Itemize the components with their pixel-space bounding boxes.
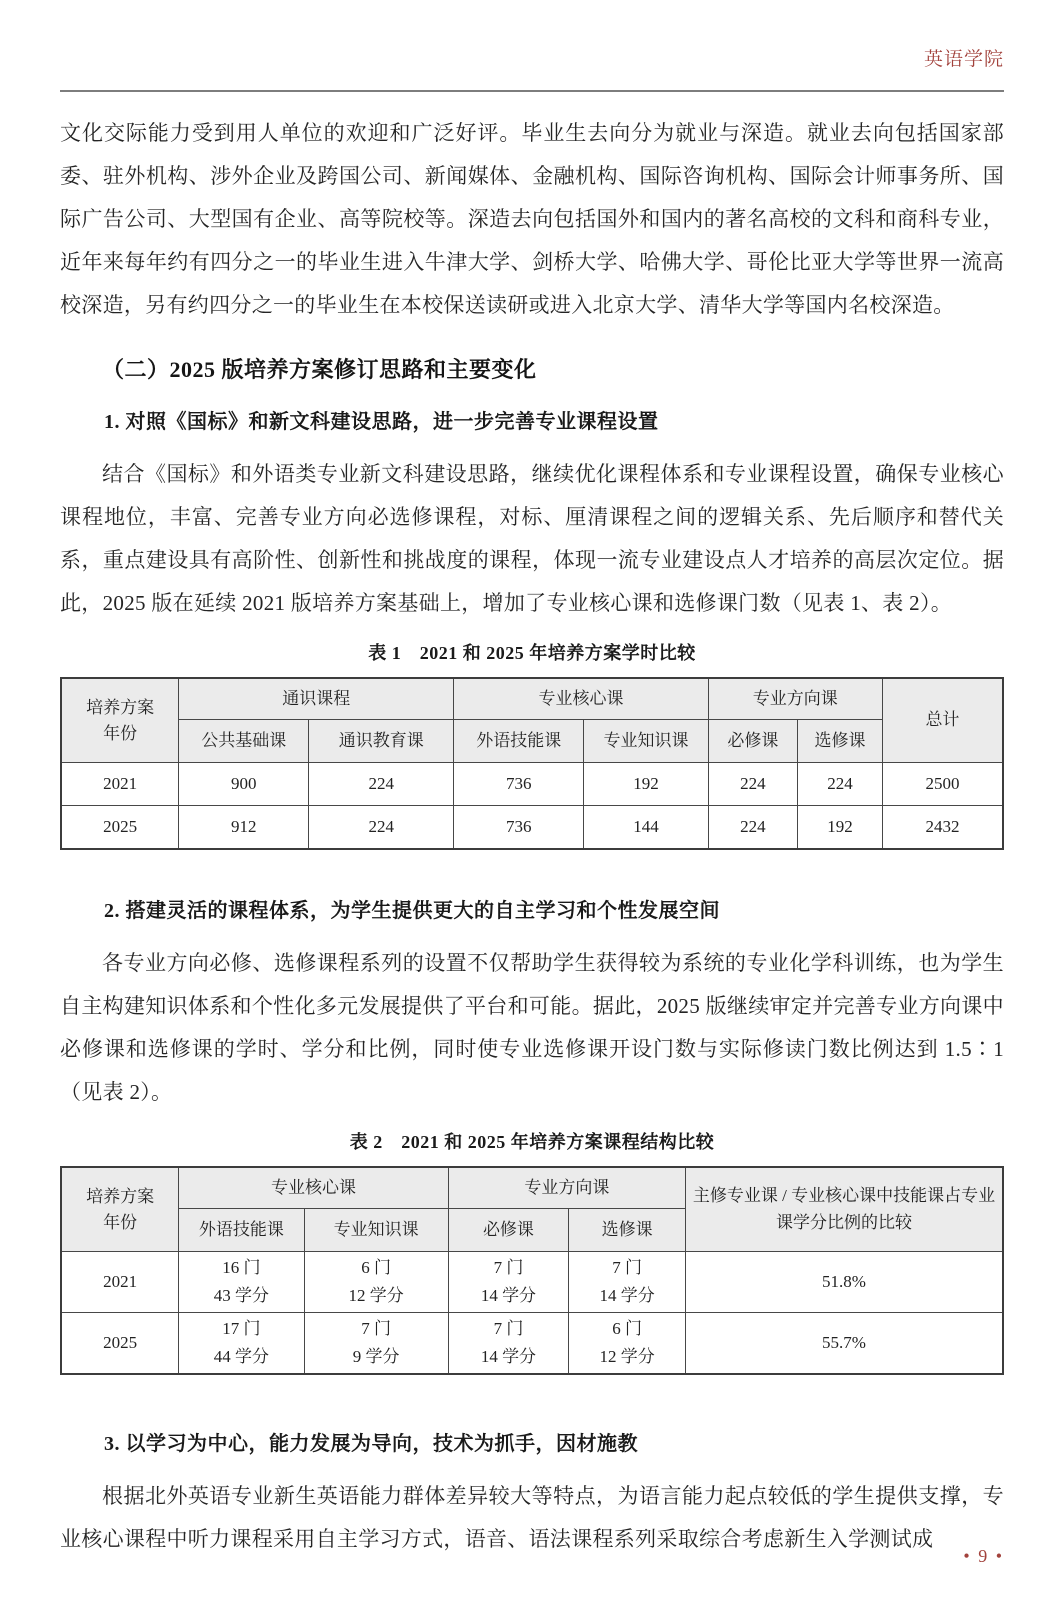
table1-row-2025: [61, 806, 1003, 850]
table2-body: [61, 1252, 1003, 1375]
table1-header-total: 总计: [882, 678, 1003, 763]
paragraph-curriculum-optimization: 结合《国标》和外语类专业新文科建设思路，继续优化课程体系和专业课程设置，确保专业核心课程地位，丰富、完善专业方向必选修课程，对标、厘清课程之间的逻辑关系、先后顺序和替代关系，重点建设具有高阶性、创新性和挑战度的课程，体现一流专业建设点人才培养的高层次定位。据此，2025 版在延续 2021 版培养方案基础上，增加了专业核心课和选修课门数（见表 1、表 2）。: [60, 462, 1004, 615]
table1-cell-value: 224: [798, 763, 883, 806]
table1-subheader-language-skills: 外语技能课: [454, 720, 584, 763]
table2-group-header-row: [61, 1167, 1003, 1209]
table2-row-2025: [61, 1313, 1003, 1375]
header-department-title: 英语学院: [923, 49, 1004, 70]
table2-cell-year: 2021: [61, 1252, 179, 1313]
subheading-1: 1. 对照《国标》和新文科建设思路，进一步完善专业课程设置: [104, 411, 659, 433]
table2-head: [61, 1167, 1003, 1252]
table1-caption: 表 1 2021 和 2025 年培养方案学时比较: [368, 643, 696, 663]
table1-cell-value: 192: [584, 763, 708, 806]
table2-cell-line-courses: 7 门: [361, 1319, 391, 1339]
table2-cell-courses: [569, 1313, 686, 1375]
table1-subheader-public-basic: 公共基础课: [179, 720, 309, 763]
table1-body: [61, 763, 1003, 850]
page-header: [60, 0, 1004, 92]
section-heading-revision: （二）2025 版培养方案修订思路和主要变化: [102, 357, 537, 382]
table2-cell-courses: [179, 1313, 304, 1375]
page-footer: [963, 1546, 1004, 1567]
table1-cell-value: 912: [179, 806, 309, 850]
table2-cell-line-courses: 6 门: [612, 1319, 642, 1339]
table1-header-core-courses: 专业核心课: [454, 678, 708, 720]
table2-subheader-elective: 选修课: [569, 1209, 686, 1252]
table1-credit-hours: [60, 677, 1004, 850]
table2-cell-line-courses: 7 门: [493, 1258, 524, 1277]
table2-cell-line-credits: 9 学分: [352, 1347, 400, 1367]
table2-header-direction-courses: 专业方向课: [448, 1167, 685, 1209]
table1-cell-value: 224: [708, 806, 797, 850]
table1-head: [61, 678, 1003, 763]
table1-sub-header-row: [61, 720, 1003, 763]
table1-header-year: [61, 678, 179, 763]
table2-cell-line-credits: 12 学分: [348, 1286, 404, 1306]
table2-cell-line-credits: 14 学分: [480, 1286, 537, 1306]
table1-cell-value: 224: [708, 763, 797, 806]
paragraph-graduate-destinations: 文化交际能力受到用人单位的欢迎和广泛好评。毕业生去向分为就业与深造。就业去向包括国家部委、驻外机构、涉外企业及跨国公司、新闻媒体、金融机构、国际咨询机构、国际会计师事务所、国际广告公司、大型国有企业、高等院校等。深造去向包括国外和国内的著名高校的文科和商科专业，近年来每年约有四分之一的毕业生进入牛津大学、剑桥大学、哈佛大学、哥伦比亚大学等世界一流高校深造，另有约四分之一的毕业生在本校保送读研或进入北京大学、清华大学等国内名校深造。: [60, 121, 1004, 317]
table2-cell-courses: [569, 1252, 686, 1313]
table1-cell-value: 144: [584, 806, 708, 850]
table1-header-year-line2: 年份: [103, 723, 138, 743]
table2-cell-courses: [304, 1252, 448, 1313]
table2-cell-line-credits: 44 学分: [213, 1347, 270, 1367]
table1-subheader-elective: 选修课: [798, 720, 883, 763]
table2-course-structure: [60, 1166, 1004, 1375]
paragraph-learning-centered: 根据北外英语专业新生英语能力群体差异较大等特点，为语言能力起点较低的学生提供支撑，专业核心课程中听力课程采用自主学习方式，语音、语法课程系列采取综合考虑新生入学测试成: [60, 1484, 1004, 1552]
page-number: • 9 •: [963, 1546, 1004, 1566]
table2-subheader-required: 必修课: [448, 1209, 569, 1252]
table1-cell-value: 224: [309, 763, 454, 806]
table2-cell-line-courses: 17 门: [222, 1319, 261, 1339]
table2-cell-line-courses: 7 门: [612, 1258, 642, 1277]
table2-cell-line-courses: 16 门: [222, 1258, 261, 1277]
subheading-2: 2. 搭建灵活的课程体系，为学生提供更大的自主学习和个性发展空间: [104, 900, 720, 922]
table1-cell-total: 2500: [882, 763, 1003, 806]
table1-cell-year: 2021: [61, 763, 179, 806]
table2-cell-line-courses: 6 门: [361, 1258, 391, 1277]
table2-header-year: [61, 1167, 179, 1252]
table1-subheader-required: 必修课: [708, 720, 797, 763]
table1-header-general-courses: 通识课程: [179, 678, 454, 720]
table2-cell-courses: [179, 1252, 304, 1313]
table2-cell-ratio: 51.8%: [686, 1252, 1003, 1313]
table1-cell-value: 224: [309, 806, 454, 850]
table1-subheader-professional-knowledge: 专业知识课: [584, 720, 708, 763]
table1-cell-year: 2025: [61, 806, 179, 850]
table2-cell-line-courses: 7 门: [493, 1319, 524, 1339]
table2-cell-line-credits: 14 学分: [480, 1347, 537, 1367]
table2-caption: 表 2 2021 和 2025 年培养方案课程结构比较: [349, 1132, 715, 1152]
table2-cell-line-credits: 14 学分: [599, 1286, 655, 1306]
table1-cell-value: 736: [454, 806, 584, 850]
table2-cell-courses: [448, 1252, 569, 1313]
paragraph-flexible-system: 各专业方向必修、选修课程系列的设置不仅帮助学生获得较为系统的专业化学科训练，也为学生自主构建知识体系和个性化多元发展提供了平台和可能。据此，2025 版继续审定并完善专业方向课中必修课和选修课的学时、学分和比例，同时使专业选修课开设门数与实际修读门数比例达到 1.5∶1（见表 2）。: [60, 951, 1004, 1104]
table2-cell-line-credits: 12 学分: [599, 1347, 655, 1367]
table1-subheader-general-education: 通识教育课: [309, 720, 454, 763]
table1-cell-value: 736: [454, 763, 584, 806]
table1-cell-value: 900: [179, 763, 309, 806]
table2-header-year-line1: 培养方案: [86, 1187, 155, 1206]
table1-cell-value: 192: [798, 806, 883, 850]
subheading-3: 3. 以学习为中心，能力发展为导向，技术为抓手，因材施教: [104, 1433, 638, 1456]
table2-row-2021: [61, 1252, 1003, 1313]
table1-group-header-row: [61, 678, 1003, 720]
table2-cell-courses: [448, 1313, 569, 1375]
table2-header-ratio: 主修专业课 / 专业核心课中技能课占专业课学分比例的比较: [686, 1167, 1003, 1252]
table1-row-2021: [61, 763, 1003, 806]
table2-cell-courses: [304, 1313, 448, 1375]
table1-cell-total: 2432: [882, 806, 1003, 850]
table1-header-direction-courses: 专业方向课: [708, 678, 882, 720]
table1-header-year-line1: 培养方案: [86, 698, 155, 717]
table2-subheader-language-skills: 外语技能课: [179, 1209, 304, 1252]
table2-header-year-line2: 年份: [103, 1212, 138, 1232]
table2-subheader-professional-knowledge: 专业知识课: [304, 1209, 448, 1252]
document-body: [60, 112, 1004, 1561]
table2-header-core-courses: 专业核心课: [179, 1167, 448, 1209]
table2-cell-line-credits: 43 学分: [213, 1286, 270, 1306]
table2-cell-ratio: 55.7%: [686, 1313, 1003, 1375]
table2-cell-year: 2025: [61, 1313, 179, 1375]
